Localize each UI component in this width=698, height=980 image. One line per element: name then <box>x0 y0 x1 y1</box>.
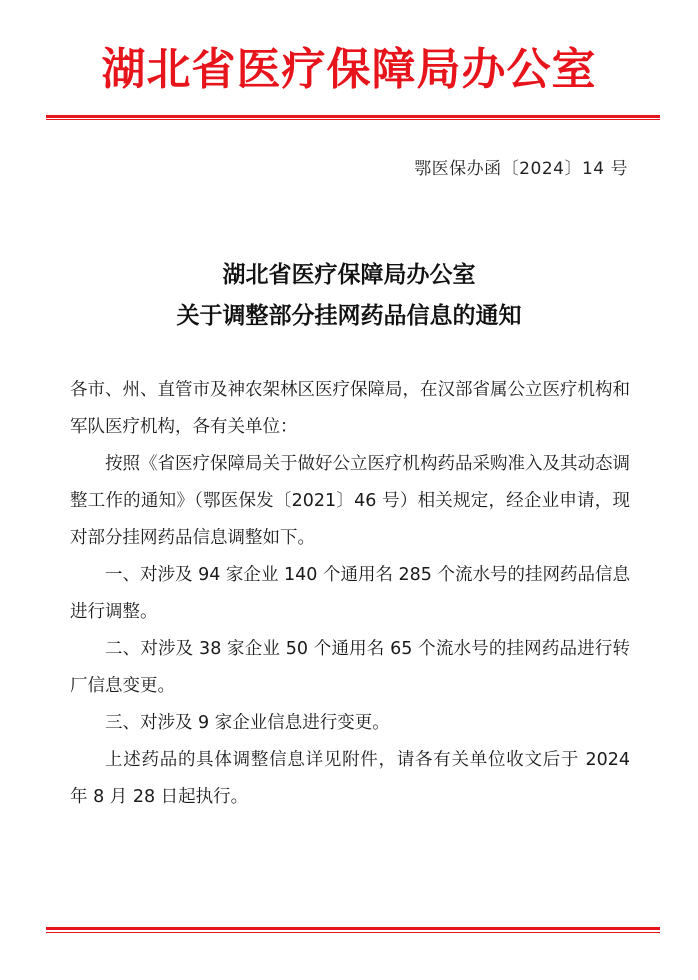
body-paragraph-4: 三、对涉及 9 家企业信息进行变更。 <box>105 713 390 733</box>
document-title-line2: 关于调整部分挂网药品信息的通知 <box>176 302 522 329</box>
footer-divider-thick <box>46 927 660 930</box>
header-divider-thick <box>46 115 660 118</box>
document-number: 鄂医保办函〔2024〕14 号 <box>414 159 628 179</box>
body-paragraph-5: 上述药品的具体调整信息详见附件，请各有关单位收文后于 2024 年 8 月 28 日起执行。 <box>70 750 630 807</box>
body-paragraph-1: 按照《省医疗保障局关于做好公立医疗机构药品采购准入及其动态调整工作的通知》（鄂医保发〔2021〕46 号）相关规定，经企业申请，现对部分挂网药品信息调整如下。 <box>70 454 630 548</box>
document-title-line1: 湖北省医疗保障局办公室 <box>222 261 476 288</box>
recipients-paragraph: 各市、州、直管市及神农架林区医疗保障局，在汉部省属公立医疗机构和军队医疗机构，各有关单位： <box>70 380 630 437</box>
org-letterhead: 湖北省医疗保障局办公室 <box>101 44 597 95</box>
body-paragraph-3: 二、对涉及 38 家企业 50 个通用名 65 个流水号的挂网药品进行转厂信息变更。 <box>70 639 630 696</box>
header-divider-thin <box>46 119 660 120</box>
document-body <box>70 372 630 816</box>
body-paragraph-2: 一、对涉及 94 家企业 140 个通用名 285 个流水号的挂网药品信息进行调整。 <box>70 565 630 622</box>
footer-divider-thin <box>46 932 660 933</box>
